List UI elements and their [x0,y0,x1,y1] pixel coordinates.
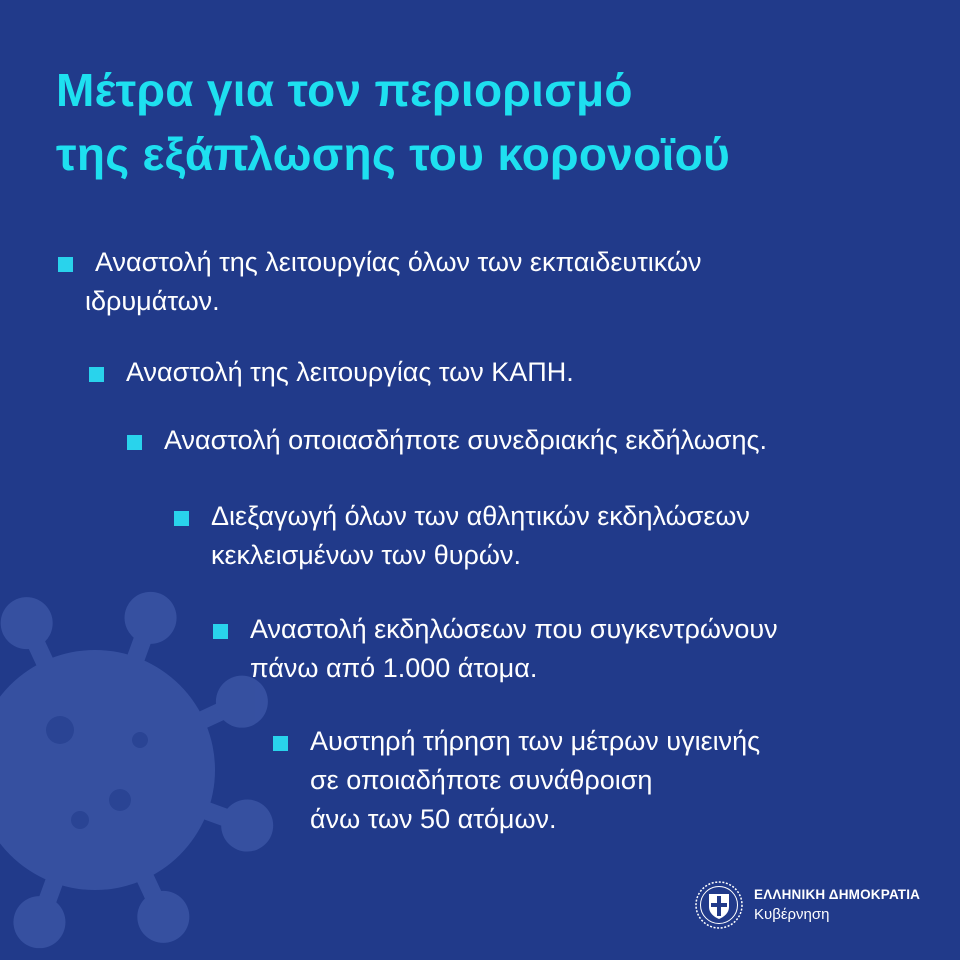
measure-line: Διεξαγωγή όλων των αθλητικών εκδηλώσεων [211,501,750,531]
measure-line: Αυστηρή τήρηση των μέτρων υγιεινής [310,726,761,756]
measure-item [273,722,760,839]
measure-line: Αναστολή εκδηλώσεων που συγκεντρώνουν [250,614,778,644]
title-line-1: Μέτρα για τον περιορισμό [56,64,633,116]
measure-line: πάνω από 1.000 άτομα. [250,653,538,683]
page-title [56,58,730,186]
government-logo [694,880,920,930]
measure-text [85,243,702,321]
bullet-square-icon [127,435,142,450]
bullet-square-icon [213,624,228,639]
measure-text [310,722,760,839]
measure-item [174,497,750,575]
bullet-square-icon [58,257,73,272]
measure-line: Αναστολή της λειτουργίας όλων των εκπαιδευτικών [95,247,702,277]
org-subtitle: Κυβέρνηση [754,906,830,923]
measure-line: κεκλεισμένων των θυρών. [211,540,521,570]
measure-line: Αναστολή της λειτουργίας των ΚΑΠΗ. [126,357,574,387]
greek-coat-of-arms-icon [694,880,744,930]
measure-text [250,610,778,688]
title-line-2: της εξάπλωσης του κορονοϊού [56,128,731,180]
bullet-square-icon [174,511,189,526]
measure-line: Αναστολή οποιασδήποτε συνεδριακής εκδήλωσης. [164,425,768,455]
org-name: ΕΛΛΗΝΙΚΗ ΔΗΜΟΚΡΑΤΙΑ [754,887,921,902]
measure-item [58,243,702,321]
measure-text [211,497,750,575]
bullet-square-icon [273,736,288,751]
measure-line: ιδρυμάτων. [85,286,220,316]
measure-text [126,353,574,392]
bullet-square-icon [89,367,104,382]
measure-item [213,610,778,688]
measure-line: άνω των 50 ατόμων. [310,804,557,834]
measure-text [164,421,767,460]
measure-item [89,353,574,392]
measure-item [127,421,767,460]
measure-line: σε οποιαδήποτε συνάθροιση [310,765,653,795]
